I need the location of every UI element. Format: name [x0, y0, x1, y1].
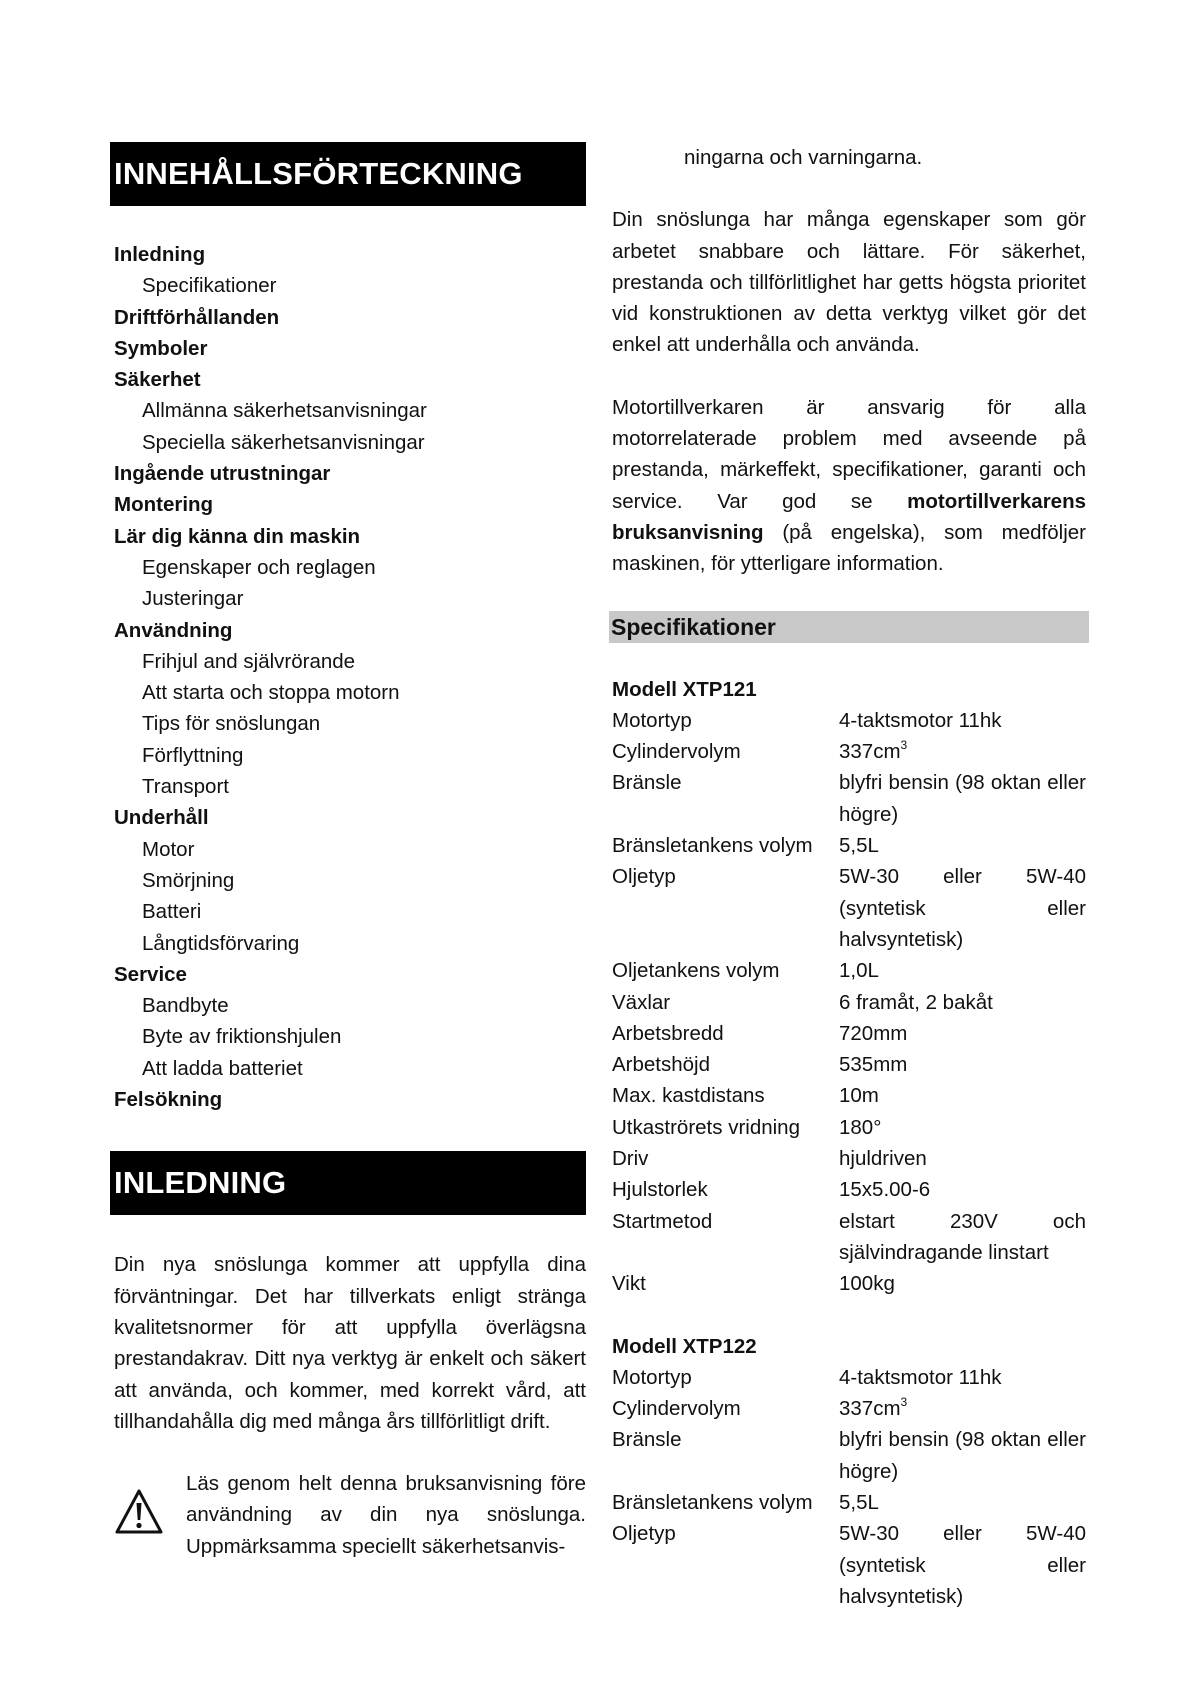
toc-section: Felsökning — [114, 1088, 223, 1112]
toc-subsection: Smörjning — [142, 868, 235, 892]
spec-row — [612, 1080, 1086, 1111]
spec-value — [839, 705, 1086, 736]
spec-value-text: 720mm — [839, 1021, 908, 1045]
spec-value-text: 10m — [839, 1084, 879, 1108]
toc-subsection: Förflyttning — [142, 743, 244, 767]
toc-subsection: Egenskaper och reglagen — [142, 555, 376, 579]
spec-label: Max. kastdistans — [612, 1084, 765, 1108]
spec-row — [612, 705, 1086, 736]
spec-value-text: 5,5L — [839, 834, 879, 858]
spec-value — [839, 1362, 1086, 1393]
spec-label: Hjulstorlek — [612, 1178, 708, 1202]
warning-box — [110, 1468, 586, 1562]
spec-value-text: 5W-30 eller 5W-40 (syntetisk eller halvsyntetisk) — [839, 1522, 1086, 1608]
toc-list — [110, 239, 586, 1115]
spec-row — [612, 861, 1086, 955]
spec-row — [612, 1393, 1086, 1424]
toc-subsection: Allmänna säkerhetsanvisningar — [142, 399, 427, 423]
toc-subsection: Att starta och stoppa motorn — [142, 681, 400, 705]
right-column — [612, 142, 1086, 1612]
intro-paragraph: Din nya snöslunga kommer att uppfylla dina förväntningar. Det har tillverkats enligt stränga kvalitetsnormer för att uppfylla överlägsna prestandakrav. Ditt nya verktyg är enkelt och säkert att använda, och kommer, med korrekt vård, att tillhandahålla dig med många års tillförlitligt drift. — [114, 1253, 586, 1433]
spec-value — [839, 1518, 1086, 1612]
toc-subsection: Justeringar — [142, 587, 244, 611]
spec-value-text: 180° — [839, 1115, 882, 1139]
spec-row — [612, 1174, 1086, 1205]
toc-section: Inledning — [114, 243, 206, 266]
toc-section: Användning — [114, 618, 233, 642]
spec-value-superscript: 3 — [900, 738, 908, 753]
spec-label: Cylindervolym — [612, 740, 741, 764]
spec-row — [612, 1518, 1086, 1612]
spec-row — [612, 987, 1086, 1018]
toc-section: Underhåll — [114, 806, 209, 830]
spec-value-text: blyfri bensin (98 oktan eller högre) — [839, 1428, 1086, 1483]
spec-value-text: 1,0L — [839, 959, 879, 983]
spec-row — [612, 1487, 1086, 1518]
spec-label: Bränsletankens volym — [612, 1490, 813, 1514]
spec-value-text: 6 framåt, 2 bakåt — [839, 990, 993, 1014]
spec-label: Startmetod — [612, 1209, 713, 1233]
spec-row — [612, 1268, 1086, 1299]
toc-section: Symboler — [114, 336, 208, 360]
spec-label: Oljetankens volym — [612, 959, 780, 983]
toc-heading: INNEHÅLLSFÖRTECKNING — [110, 142, 586, 206]
spec-label: Driv — [612, 1147, 649, 1171]
spec-value — [839, 1174, 1086, 1205]
left-column — [110, 142, 586, 1562]
spec-row — [612, 1143, 1086, 1174]
spec-value — [839, 1487, 1086, 1518]
spec-label: Oljetyp — [612, 865, 676, 889]
spec-value — [839, 1393, 1086, 1424]
engine-paragraph-text: Motortillverkaren är ansvarig för alla motorrelaterade problem med avseende på prestanda, märkeffekt, specifikationer, garanti och service. Var god se — [612, 395, 1086, 513]
spec-row — [612, 1112, 1086, 1143]
spec-row — [612, 1206, 1086, 1269]
spec-row — [612, 1362, 1086, 1393]
toc-subsection: Att ladda batteriet — [142, 1056, 303, 1080]
spec-row — [612, 767, 1086, 830]
spec-label: Oljetyp — [612, 1522, 676, 1546]
toc-subsection: Tips för snöslungan — [142, 712, 321, 736]
features-paragraph: Din snöslunga har många egenskaper som gör arbetet snabbare och lättare. För säkerhet, prestanda och tillförlitlighet har getts högsta prioritet vid konstruktionen av detta verktyg vilket gör det enkel att underhålla och använda. — [612, 208, 1086, 357]
spec-value — [839, 830, 1086, 861]
spec-value-text: 100kg — [839, 1272, 895, 1296]
spec-value-text: 535mm — [839, 1053, 908, 1077]
spec-value — [839, 1049, 1086, 1080]
spec-row — [612, 1049, 1086, 1080]
spacer — [612, 1300, 1086, 1331]
toc-subsection: Motor — [142, 837, 195, 861]
specifications-heading: Specifikationer — [609, 611, 1089, 643]
spec-label: Cylindervolym — [612, 1397, 741, 1421]
toc-section: Service — [114, 962, 187, 986]
spec-value — [839, 1268, 1086, 1299]
specifications-list — [612, 674, 1086, 1613]
toc-subsection: Transport — [142, 775, 229, 799]
toc-section: Lär dig känna din maskin — [114, 524, 361, 548]
spec-value — [839, 861, 1086, 955]
spec-value — [839, 1424, 1086, 1487]
spec-value-text: hjuldriven — [839, 1147, 927, 1171]
warning-continuation: ningarna och varningarna. — [684, 146, 923, 169]
spec-value-text: 337cm — [839, 740, 901, 764]
toc-subsection: Batteri — [142, 900, 202, 924]
spec-label: Bränsle — [612, 771, 682, 795]
engine-paragraph-text-end: (på engelska), som medföljer maskinen, för ytterligare information. — [612, 520, 1086, 576]
toc-subsection: Specifikationer — [142, 274, 277, 298]
spec-value — [839, 1112, 1086, 1143]
spec-label: Bränsletankens volym — [612, 834, 813, 858]
spec-label: Utkaströrets vridning — [612, 1115, 800, 1139]
toc-section: Säkerhet — [114, 368, 201, 392]
spec-value — [839, 1206, 1086, 1269]
toc-section: Ingående utrustningar — [114, 462, 331, 486]
toc-subsection: Speciella säkerhetsanvisningar — [142, 430, 425, 454]
spec-value-text: 337cm — [839, 1397, 901, 1421]
spec-label: Arbetsbredd — [612, 1021, 724, 1045]
spec-value-superscript: 3 — [900, 1395, 908, 1410]
spec-value-text: 15x5.00-6 — [839, 1178, 931, 1202]
model-title: Modell XTP122 — [612, 1334, 757, 1358]
toc-section: Driftförhållanden — [114, 305, 280, 329]
spec-value-text: 5,5L — [839, 1490, 879, 1514]
spec-value-text: 4-taktsmotor 11hk — [839, 1365, 1002, 1389]
warning-triangle-icon — [114, 1488, 164, 1536]
spec-value — [839, 736, 1086, 767]
spec-label: Bränsle — [612, 1428, 682, 1452]
toc-section: Montering — [114, 493, 214, 517]
spec-label: Motortyp — [612, 708, 692, 732]
spec-label: Vikt — [612, 1272, 646, 1296]
toc-subsection: Byte av friktionshjulen — [142, 1025, 342, 1049]
toc-subsection: Långtidsförvaring — [142, 931, 300, 955]
spec-table — [612, 705, 1086, 1300]
spec-value-text: blyfri bensin (98 oktan eller högre) — [839, 771, 1086, 826]
spec-value — [839, 1080, 1086, 1111]
engine-manual-reference: motortillverkarens bruksanvisning — [612, 489, 1086, 544]
spec-label: Motortyp — [612, 1365, 692, 1389]
spec-row — [612, 1424, 1086, 1487]
spec-value-text: 5W-30 eller 5W-40 (syntetisk eller halvsyntetisk) — [839, 865, 1086, 951]
spec-row — [612, 736, 1086, 767]
spec-value — [839, 955, 1086, 986]
intro-heading: INLEDNING — [110, 1151, 586, 1215]
engine-manufacturer-paragraph — [612, 392, 1086, 580]
warning-text: Läs genom helt denna bruksanvisning före användning av din nya snöslunga. Uppmärksamma speciellt säkerhetsanvis- — [186, 1472, 586, 1558]
spec-row — [612, 955, 1086, 986]
toc-subsection: Bandbyte — [142, 994, 229, 1018]
spec-label: Växlar — [612, 990, 671, 1014]
spec-value — [839, 987, 1086, 1018]
model-title: Modell XTP121 — [612, 677, 757, 701]
spec-row — [612, 1018, 1086, 1049]
spec-value — [839, 1018, 1086, 1049]
spec-value-text: elstart 230V och självindragande linstart — [839, 1209, 1086, 1264]
toc-subsection: Frihjul and självrörande — [142, 649, 356, 673]
spec-value — [839, 767, 1086, 830]
spec-table — [612, 1362, 1086, 1612]
spec-row — [612, 830, 1086, 861]
spec-value — [839, 1143, 1086, 1174]
spec-label: Arbetshöjd — [612, 1053, 711, 1077]
spec-value-text: 4-taktsmotor 11hk — [839, 708, 1002, 732]
